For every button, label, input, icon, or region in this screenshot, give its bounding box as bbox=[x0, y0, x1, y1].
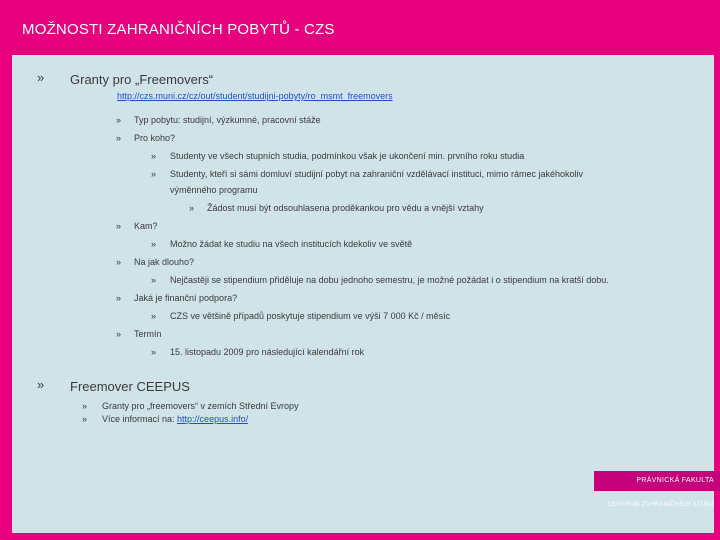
deadline-text: Termín bbox=[134, 329, 162, 339]
ceepus-info-prefix: Více informací na: bbox=[102, 414, 178, 424]
bullet-icon: » bbox=[151, 347, 157, 357]
ceepus-item-1: Granty pro „freemovers“ v zemích Střední Evropy bbox=[102, 401, 299, 411]
faculty-badge bbox=[594, 471, 720, 491]
section2-heading: Freemover CEEPUS bbox=[70, 379, 190, 394]
ceepus-link[interactable]: http://ceepus.info/ bbox=[177, 414, 249, 424]
bullet-icon: » bbox=[82, 414, 88, 424]
bullet-icon: » bbox=[151, 239, 157, 249]
slide-title: MOŽNOSTI ZAHRANIČNÍCH POBYTŮ - CZS bbox=[22, 21, 335, 38]
bullet-icon: » bbox=[151, 151, 157, 161]
for-whom-item-2a: Studenty, kteří si sámi domluví studijní pobyt na zahraniční vzdělávací instituci, mimo rámec jakéhokoliv bbox=[170, 169, 584, 179]
bullet-icon: » bbox=[116, 115, 122, 125]
deadline-item-1: 15. listopadu 2009 pro následující kalendářní rok bbox=[170, 347, 365, 357]
bullet-icon: » bbox=[116, 293, 122, 303]
center-name: CENTRUM ZAHRANIČNÍCH STUDIÍ bbox=[607, 502, 714, 508]
title-bar bbox=[0, 0, 370, 55]
finance-item-1: CZS ve většině případů poskytuje stipendium ve výši 7 000 Kč / měsíc bbox=[170, 311, 451, 321]
type-text: Typ pobytu: studijní, výzkumné, pracovní stáže bbox=[134, 115, 321, 125]
bullet-icon: » bbox=[116, 221, 122, 231]
bullet-icon: » bbox=[82, 401, 88, 411]
faculty-name: PRÁVNICKÁ FAKULTA bbox=[636, 477, 714, 484]
bullet-icon: » bbox=[37, 70, 45, 85]
for-whom-subitem: Žádost musí být odsouhlasena proděkankou pro vědu a vnější vztahy bbox=[207, 203, 484, 213]
ceepus-item-2 bbox=[102, 414, 248, 424]
finance-text: Jaká je finanční podpora? bbox=[134, 293, 238, 303]
section1-heading: Granty pro „Freemovers“ bbox=[70, 72, 214, 87]
for-whom-item-1: Studenty ve všech stupních studia, podmínkou však je ukončení min. prvního roku studia bbox=[170, 151, 525, 161]
bullet-icon: » bbox=[151, 311, 157, 321]
how-long-text: Na jak dlouho? bbox=[134, 257, 195, 267]
where-item-1: Možno žádat ke studiu na všech institucích kdekoliv ve světě bbox=[170, 239, 413, 249]
bullet-icon: » bbox=[151, 275, 157, 285]
how-long-item-1: Nejčastěji se stipendium přiděluje na dobu jednoho semestru, je možné požádat i o stipendium na kratší dobu. bbox=[170, 275, 609, 285]
bullet-icon: » bbox=[116, 329, 122, 339]
for-whom-text: Pro koho? bbox=[134, 133, 176, 143]
bullet-icon: » bbox=[151, 169, 157, 179]
freemovers-link[interactable]: http://czs.muni.cz/cz/out/student/studijni-pobyty/ro_msmt_freemovers bbox=[117, 91, 393, 101]
bullet-icon: » bbox=[116, 133, 122, 143]
where-text: Kam? bbox=[134, 221, 158, 231]
bullet-icon: » bbox=[189, 203, 195, 213]
for-whom-item-2b: výměnného programu bbox=[170, 185, 258, 195]
bullet-icon: » bbox=[37, 377, 45, 392]
bullet-icon: » bbox=[116, 257, 122, 267]
